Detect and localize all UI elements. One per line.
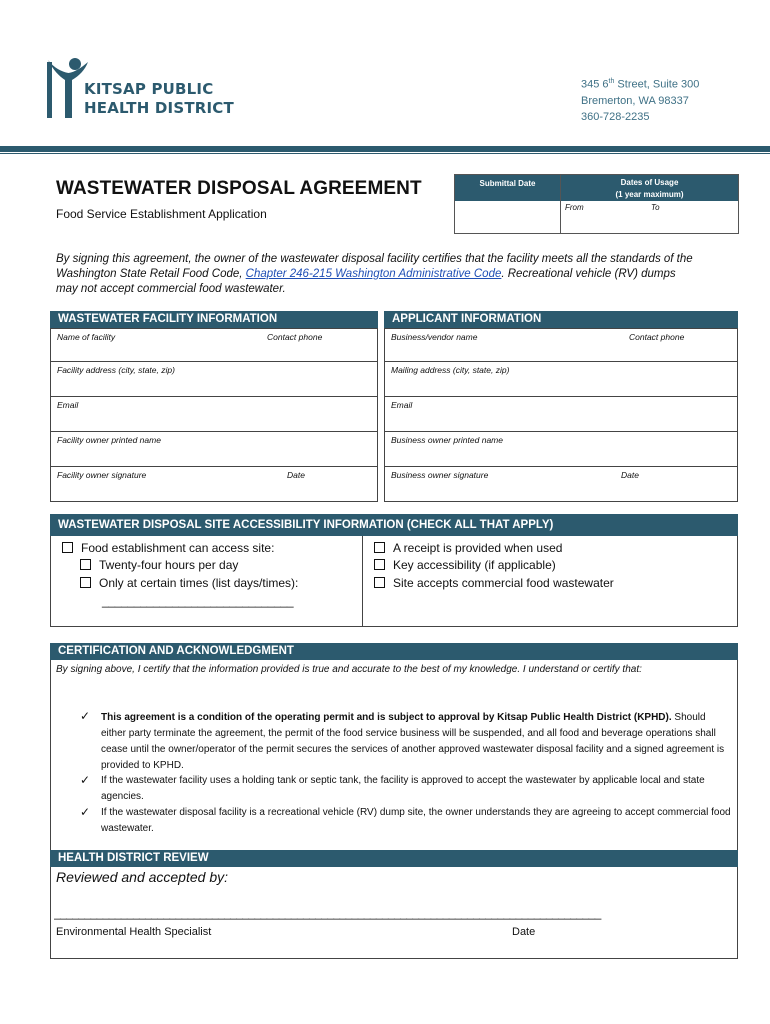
page-title: WASTEWATER DISPOSAL AGREEMENT (56, 178, 422, 199)
phone-number: 360-728-2235 (581, 110, 650, 123)
dates-of-usage-note: (1 year maximum) (615, 190, 684, 199)
facility-address-label: Facility address (city, state, zip) (57, 365, 175, 375)
submittal-divider (560, 175, 561, 233)
checkmark-icon: ✓ (80, 773, 91, 787)
cert-intro: By signing above, I certify that the information provided is true and accurate to the best of my knowledge. I understand or certify that: (56, 664, 642, 675)
address-number: 345 6 (581, 78, 609, 91)
page-subtitle: Food Service Establishment Application (56, 207, 267, 221)
twenty-four-hours-option[interactable] (80, 558, 238, 572)
checkmark-icon: ✓ (80, 805, 91, 819)
cert-item-1-text: Should either party terminate the agreement, the permit of the food service business will be suspended, and all food and beverage operations shall cease until the owner/operator of the permit secures the services of another approved wastewater disposal facility and a signed agreement is provided to KPHD. (101, 712, 725, 771)
access-header: WASTEWATER DISPOSAL SITE ACCESSIBILITY INFORMATION (CHECK ALL THAT APPLY) (50, 514, 738, 536)
submittal-box (454, 174, 739, 234)
org-name (84, 80, 234, 118)
specialist-label: Environmental Health Specialist (56, 926, 212, 938)
business-name-label: Business/vendor name (391, 332, 478, 342)
header-divider (0, 146, 770, 152)
checkbox-icon[interactable] (374, 542, 385, 553)
facility-date-label: Date (287, 470, 305, 480)
intro-text: By signing this agreement, the owner of the wastewater disposal facility certifies that the facility meets all the standards of the Washington State Retail Food Code, (56, 253, 693, 280)
checkbox-icon[interactable] (374, 577, 385, 588)
intro-paragraph (56, 252, 696, 297)
review-header: HEALTH DISTRICT REVIEW (50, 850, 738, 867)
checkbox-icon[interactable] (80, 577, 91, 588)
applicant-email-label: Email (391, 400, 413, 410)
access-site-option[interactable] (62, 541, 274, 555)
address-block (581, 74, 699, 125)
facility-owner-name-label: Facility owner printed name (57, 435, 161, 445)
checkbox-icon[interactable] (374, 559, 385, 570)
applicant-header: APPLICANT INFORMATION (384, 311, 738, 328)
facility-owner-signature-field[interactable] (50, 466, 378, 502)
address-line1 (581, 74, 699, 93)
applicant-email-field[interactable] (384, 396, 738, 432)
business-name-field[interactable] (384, 328, 738, 362)
commercial-wastewater-label: Site accepts commercial food wastewater (393, 576, 614, 590)
facility-contact-label: Contact phone (267, 332, 323, 342)
address-street: Street, Suite 300 (614, 78, 700, 91)
access-site-label: Food establishment can access site: (81, 541, 275, 555)
applicant-date-label: Date (621, 470, 639, 480)
certain-times-label: Only at certain times (list days/times): (99, 576, 299, 590)
checkmark-icon: ✓ (80, 709, 91, 723)
mailing-address-label: Mailing address (city, state, zip) (391, 365, 510, 375)
business-owner-signature-label: Business owner signature (391, 470, 489, 480)
address-line2: Bremerton, WA 98337 (581, 94, 689, 107)
reviewed-accepted-label: Reviewed and accepted by: (56, 869, 228, 885)
address-suffix: th (608, 78, 615, 85)
facility-name-field[interactable] (50, 328, 378, 362)
receipt-label: A receipt is provided when used (393, 541, 563, 555)
facility-owner-signature-label: Facility owner signature (57, 470, 147, 480)
key-access-label: Key accessibility (if applicable) (393, 558, 556, 572)
intro-text-after: . Recreational vehicle (RV) dumps may not accept commercial food wastewater. (56, 268, 676, 295)
times-blank-line[interactable]: ______________________________ (102, 594, 294, 608)
key-access-option[interactable] (374, 558, 556, 572)
checkbox-icon[interactable] (62, 542, 73, 553)
org-name-line2: HEALTH DISTRICT (84, 99, 234, 117)
kphd-logo-icon (45, 56, 89, 122)
submittal-date-label: Submittal Date (455, 175, 560, 201)
cert-item-1-bold: This agreement is a condition of the operating permit and is subject to approval by Kitsap Public Health District (KPHD). (101, 712, 672, 723)
facility-owner-name-field[interactable] (50, 431, 378, 467)
access-divider (362, 536, 363, 627)
business-owner-name-label: Business owner printed name (391, 435, 503, 445)
cert-item-2: If the wastewater facility uses a holding tank or septic tank, the facility is approved to accept the wastewater by applicable local and state agencies. (101, 775, 705, 802)
twenty-four-hours-label: Twenty-four hours per day (99, 558, 239, 572)
cert-item-3: If the wastewater disposal facility is a recreational vehicle (RV) dump site, the owner understands they are agreeing to accept commercial food wastewater. (101, 807, 731, 834)
business-contact-label: Contact phone (629, 332, 685, 342)
cert-header: CERTIFICATION AND ACKNOWLEDGMENT (50, 643, 738, 660)
mailing-address-field[interactable] (384, 361, 738, 397)
facility-address-field[interactable] (50, 361, 378, 397)
business-owner-signature-field[interactable] (384, 466, 738, 502)
checkbox-icon[interactable] (80, 559, 91, 570)
review-date-label: Date (512, 926, 536, 938)
header-divider-thin (0, 153, 770, 154)
facility-email-field[interactable] (50, 396, 378, 432)
dates-of-usage-header (561, 175, 738, 201)
review-signature-line[interactable]: __________________________________________________________________________________________ (54, 906, 601, 920)
facility-header: WASTEWATER FACILITY INFORMATION (50, 311, 378, 328)
certain-times-option[interactable] (80, 576, 298, 590)
facility-name-label: Name of facility (57, 332, 116, 342)
facility-email-label: Email (57, 400, 79, 410)
cert-item-1 (101, 710, 731, 774)
dates-of-usage-label: Dates of Usage (620, 178, 679, 187)
receipt-option[interactable] (374, 541, 562, 555)
org-name-line1: KITSAP PUBLIC (84, 80, 214, 98)
from-label: From (565, 203, 584, 212)
to-label: To (651, 203, 660, 212)
wac-link[interactable]: Chapter 246-215 Washington Administrative Code (245, 268, 502, 280)
business-owner-name-field[interactable] (384, 431, 738, 467)
commercial-wastewater-option[interactable] (374, 576, 614, 590)
